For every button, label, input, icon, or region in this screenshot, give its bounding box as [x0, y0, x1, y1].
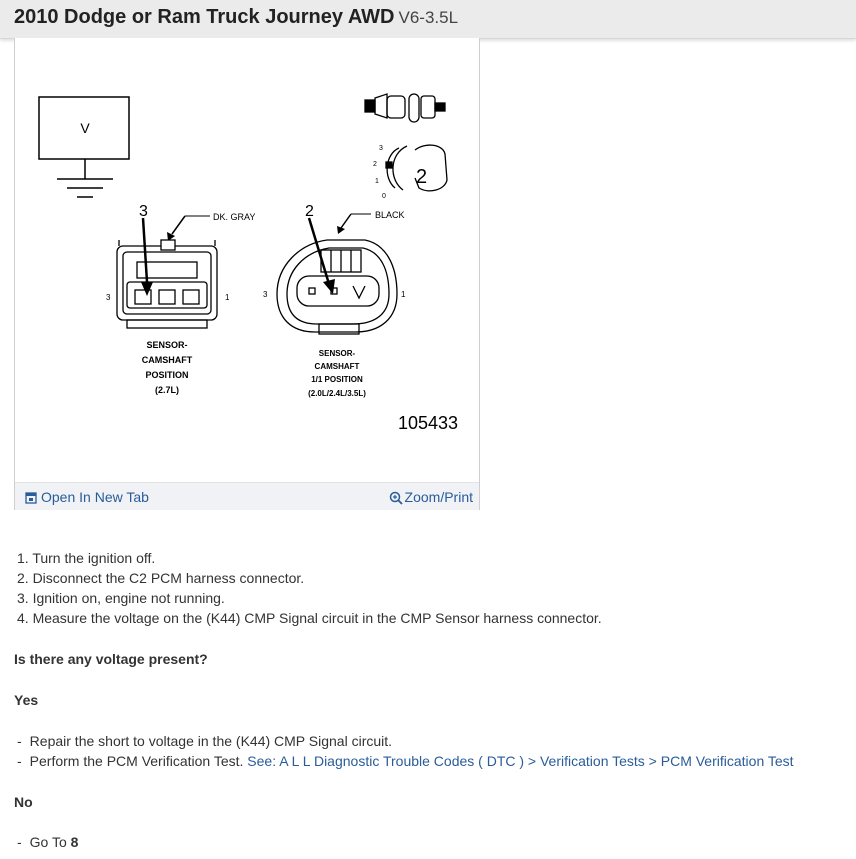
- right-caption-line-1: SENSOR-: [318, 349, 356, 358]
- step-item: 4. Measure the voltage on the (K44) CMP Signal circuit in the CMP Sensor harness connector.: [17, 610, 602, 626]
- right-color-label: BLACK: [375, 210, 405, 220]
- goto-text: Go To: [29, 834, 67, 850]
- right-caption-line-3: 1/1 POSITION: [311, 375, 363, 384]
- page-title: [14, 6, 458, 29]
- locator-scale-1: 1: [375, 178, 379, 185]
- diagram-figure: [14, 38, 480, 510]
- yes-action-item: - Perform the PCM Verification Test. See: A L L Diagnostic Trouble Codes ( DTC ) > Verification Tests > PCM Verification Test: [17, 753, 794, 769]
- voltmeter-label: V: [80, 120, 90, 136]
- connector-side-view-icon: [365, 94, 445, 122]
- verification-text: Perform the PCM Verification Test.: [29, 753, 244, 769]
- step-item: 1. Turn the ignition off.: [17, 550, 156, 566]
- locator-scale-2: 2: [373, 161, 377, 168]
- locator-position: 2: [416, 166, 428, 188]
- page-header: [0, 0, 856, 39]
- right-pin-left-label: 3: [263, 290, 268, 299]
- connector-diagram: [15, 38, 479, 482]
- right-caption-line-2: CAMSHAFT: [314, 362, 360, 371]
- left-caption-line-4: (2.7L): [154, 385, 180, 395]
- left-color-label: DK. GRAY: [213, 212, 256, 222]
- step-item: 3. Ignition on, engine not running.: [17, 590, 225, 606]
- yes-action-item: - Repair the short to voltage in the (K44) CMP Signal circuit.: [17, 733, 393, 749]
- right-pin-callout: 2: [305, 203, 314, 220]
- locator-scale-0: 0: [382, 193, 386, 200]
- step-item: 2. Disconnect the C2 PCM harness connector.: [17, 570, 305, 586]
- left-caption-line-1: SENSOR-: [146, 340, 188, 350]
- left-connector-icon: [117, 240, 217, 328]
- vehicle-title: 2010 Dodge or Ram Truck Journey AWD: [14, 6, 395, 28]
- zoom-print-label: Zoom/Print: [404, 489, 473, 505]
- figure-toolbar: [15, 482, 479, 510]
- right-caption-line-4: (2.0L/2.4L/3.5L): [308, 389, 366, 398]
- zoom-in-icon: [389, 491, 403, 505]
- open-in-new-tab-link[interactable]: [25, 489, 149, 505]
- right-connector-icon: [277, 240, 397, 334]
- open-tab-icon: [25, 492, 37, 504]
- no-heading: No: [14, 794, 33, 810]
- question-heading: Is there any voltage present?: [14, 651, 208, 667]
- right-pin-right-label: 1: [401, 290, 406, 299]
- left-pin-callout: 3: [139, 203, 148, 220]
- ground-icon: [57, 159, 113, 197]
- repair-short-text: Repair the short to voltage in the (K44) CMP Signal circuit.: [29, 733, 393, 749]
- pcm-verification-link[interactable]: See: A L L Diagnostic Trouble Codes ( DTC ) > Verification Tests > PCM Verification Test: [247, 753, 794, 769]
- step-list: [14, 548, 602, 628]
- left-caption-line-3: POSITION: [145, 370, 189, 380]
- yes-heading: Yes: [14, 692, 39, 708]
- left-pin-left-label: 3: [106, 293, 111, 302]
- engine-label: V6-3.5L: [398, 8, 459, 27]
- goto-step-number: 8: [70, 834, 79, 850]
- open-in-new-tab-label: Open In New Tab: [41, 489, 149, 505]
- locator-scale-3: 3: [379, 145, 383, 152]
- figure-number: 105433: [398, 413, 459, 433]
- zoom-print-link[interactable]: [389, 489, 473, 505]
- left-caption-line-2: CAMSHAFT: [141, 355, 193, 365]
- no-action-item: - Go To 8: [17, 834, 79, 850]
- left-pin-right-label: 1: [225, 293, 230, 302]
